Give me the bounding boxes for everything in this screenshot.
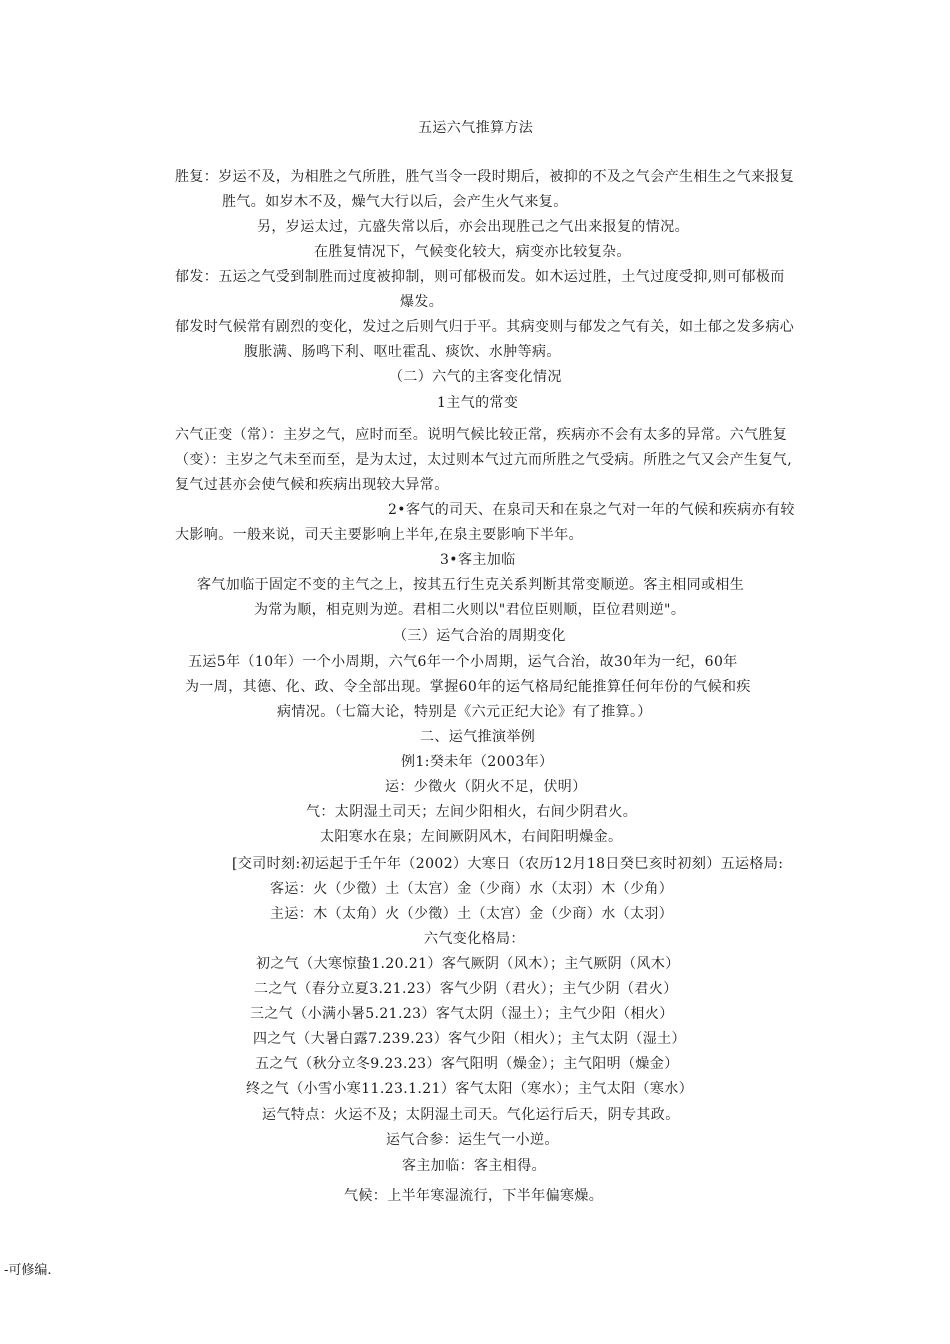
- text-line: 郁发：五运之气受到制胜而过度被抑制，则可郁极而发。如木运过胜，土气过度受抑,则可郁极而: [175, 269, 785, 285]
- text-line: 运气合参：运生气一小逆。: [386, 1132, 559, 1148]
- text-line: （变）：主岁之气未至而至，是为太过，太过则本气过亢而所胜之气受病。所胜之气又会产生复气,: [175, 452, 793, 468]
- section-heading: 3•客主加临: [440, 552, 516, 568]
- section-heading: （二）六气的主客变化情况: [389, 369, 562, 385]
- text-line: 太阳寒水在泉；左间厥阴风木，右间阳明燥金。: [320, 829, 623, 845]
- text-line: 大影响。一般来说，司天主要影响上半年,在泉主要影响下半年。: [175, 527, 584, 543]
- text-line: 初之气（大寒惊蛰1.20.21）客气厥阴（风木）；主气厥阴（风木）: [256, 956, 680, 972]
- text-line: 气候：上半年寒湿流行，下半年偏寒燥。: [344, 1188, 604, 1204]
- footer-note: -可修编.: [4, 1263, 52, 1278]
- text-line: 六气正变（常）：主岁之气，应时而至。说明气候比较正常，疾病亦不会有太多的异常。六气胜复: [175, 427, 788, 443]
- section-heading: 六气变化格局：: [424, 931, 525, 947]
- text-line: 病情况。（七篇大论，特别是《六元正纪大论》有了推算。）: [277, 704, 652, 720]
- text-line: 郁发时气候常有剧烈的变化，发过之后则气归于平。其病变则与郁发之气有关，如土郁之发多病心: [175, 319, 795, 335]
- text-line: 运气特点：火运不及；太阴湿土司天。气化运行后天，阴专其政。: [262, 1107, 680, 1123]
- text-line: 主运：木（太角）火（少徵）土（太宫）金（少商）水（太羽）: [270, 906, 674, 922]
- text-line: 在胜复情况下，气候变化较大，病变亦比较复杂。: [314, 244, 631, 260]
- text-line: 客气加临于固定不变的主气之上，按其五行生克关系判断其常变顺逆。客主相同或相生: [197, 577, 745, 593]
- text-line: 另，岁运太过，亢盛失常以后，亦会出现胜己之气出来报复的情况。: [257, 219, 689, 235]
- text-line: 四之气（大暑白露7.239.23）客气少阳（相火）；主气太阴（湿土）: [253, 1031, 686, 1047]
- text-line: 2•客气的司天、在泉司天和在泉之气对一年的气候和疾病亦有较: [388, 502, 795, 518]
- text-line: 客主加临：客主相得。: [402, 1158, 546, 1174]
- section-heading: （三）运气合治的周期变化: [393, 628, 566, 644]
- text-line: 二之气（春分立夏3.21.23）客气少阴（君火）；主气少阴（君火）: [254, 981, 678, 997]
- text-line: 胜气。如岁木不及，燥气大行以后，会产生火气来复。: [222, 194, 568, 210]
- text-line: 胜复：岁运不及，为相胜之气所胜，胜气当令一段时期后，被抑的不及之气会产生相生之气来报复: [175, 169, 795, 185]
- text-line: 五运5年（10年）一个小周期，六气6年一个小周期，运气合治，故30年为一纪，60年: [188, 654, 738, 670]
- text-line: 腹胀满、肠鸣下利、呕吐霍乱、痰饮、水肿等病。: [244, 344, 561, 360]
- text-line: 复气过甚亦会使气候和疾病出现较大异常。: [175, 477, 449, 493]
- text-line: 为一周，其德、化、政、令全部出现。掌握60年的运气格局纪能推算任何年份的气候和疾: [185, 679, 751, 695]
- text-line: 终之气（小雪小寒11.23.1.21）客气太阳（寒水）；主气太阳（寒水）: [246, 1081, 694, 1097]
- section-heading: 1主气的常变: [437, 395, 519, 411]
- page-title: 五运六气推算方法: [418, 120, 534, 136]
- text-line: 五之气（秋分立冬9.23.23）客气阳明（燥金）；主气阳明（燥金）: [255, 1056, 679, 1072]
- text-line: 气：太阴湿土司天；左间少阳相火，右间少阴君火。: [306, 804, 638, 820]
- text-line: 客运：火（少徵）土（太宫）金（少商）水（太羽）木（少角）: [270, 881, 674, 897]
- text-line: 为常为顺，相克则为逆。君相二火则以"君位臣则顺，臣位君则逆"。: [254, 602, 686, 618]
- text-line: 运：少徵火（阴火不足，伏明）: [385, 779, 587, 795]
- section-heading: 二、运气推演举例: [420, 729, 536, 745]
- text-line: 例1:癸未年（2003年）: [401, 754, 554, 770]
- text-line: [交司时刻:初运起于壬午年（2002）大寒日（农历12月18日癸巳亥时初刻）五运格局:: [232, 856, 784, 872]
- text-line: 三之气（小满小暑5.21.23）客气太阴（湿土）；主气少阳（相火）: [250, 1006, 674, 1022]
- text-line: 爆发。: [400, 294, 444, 310]
